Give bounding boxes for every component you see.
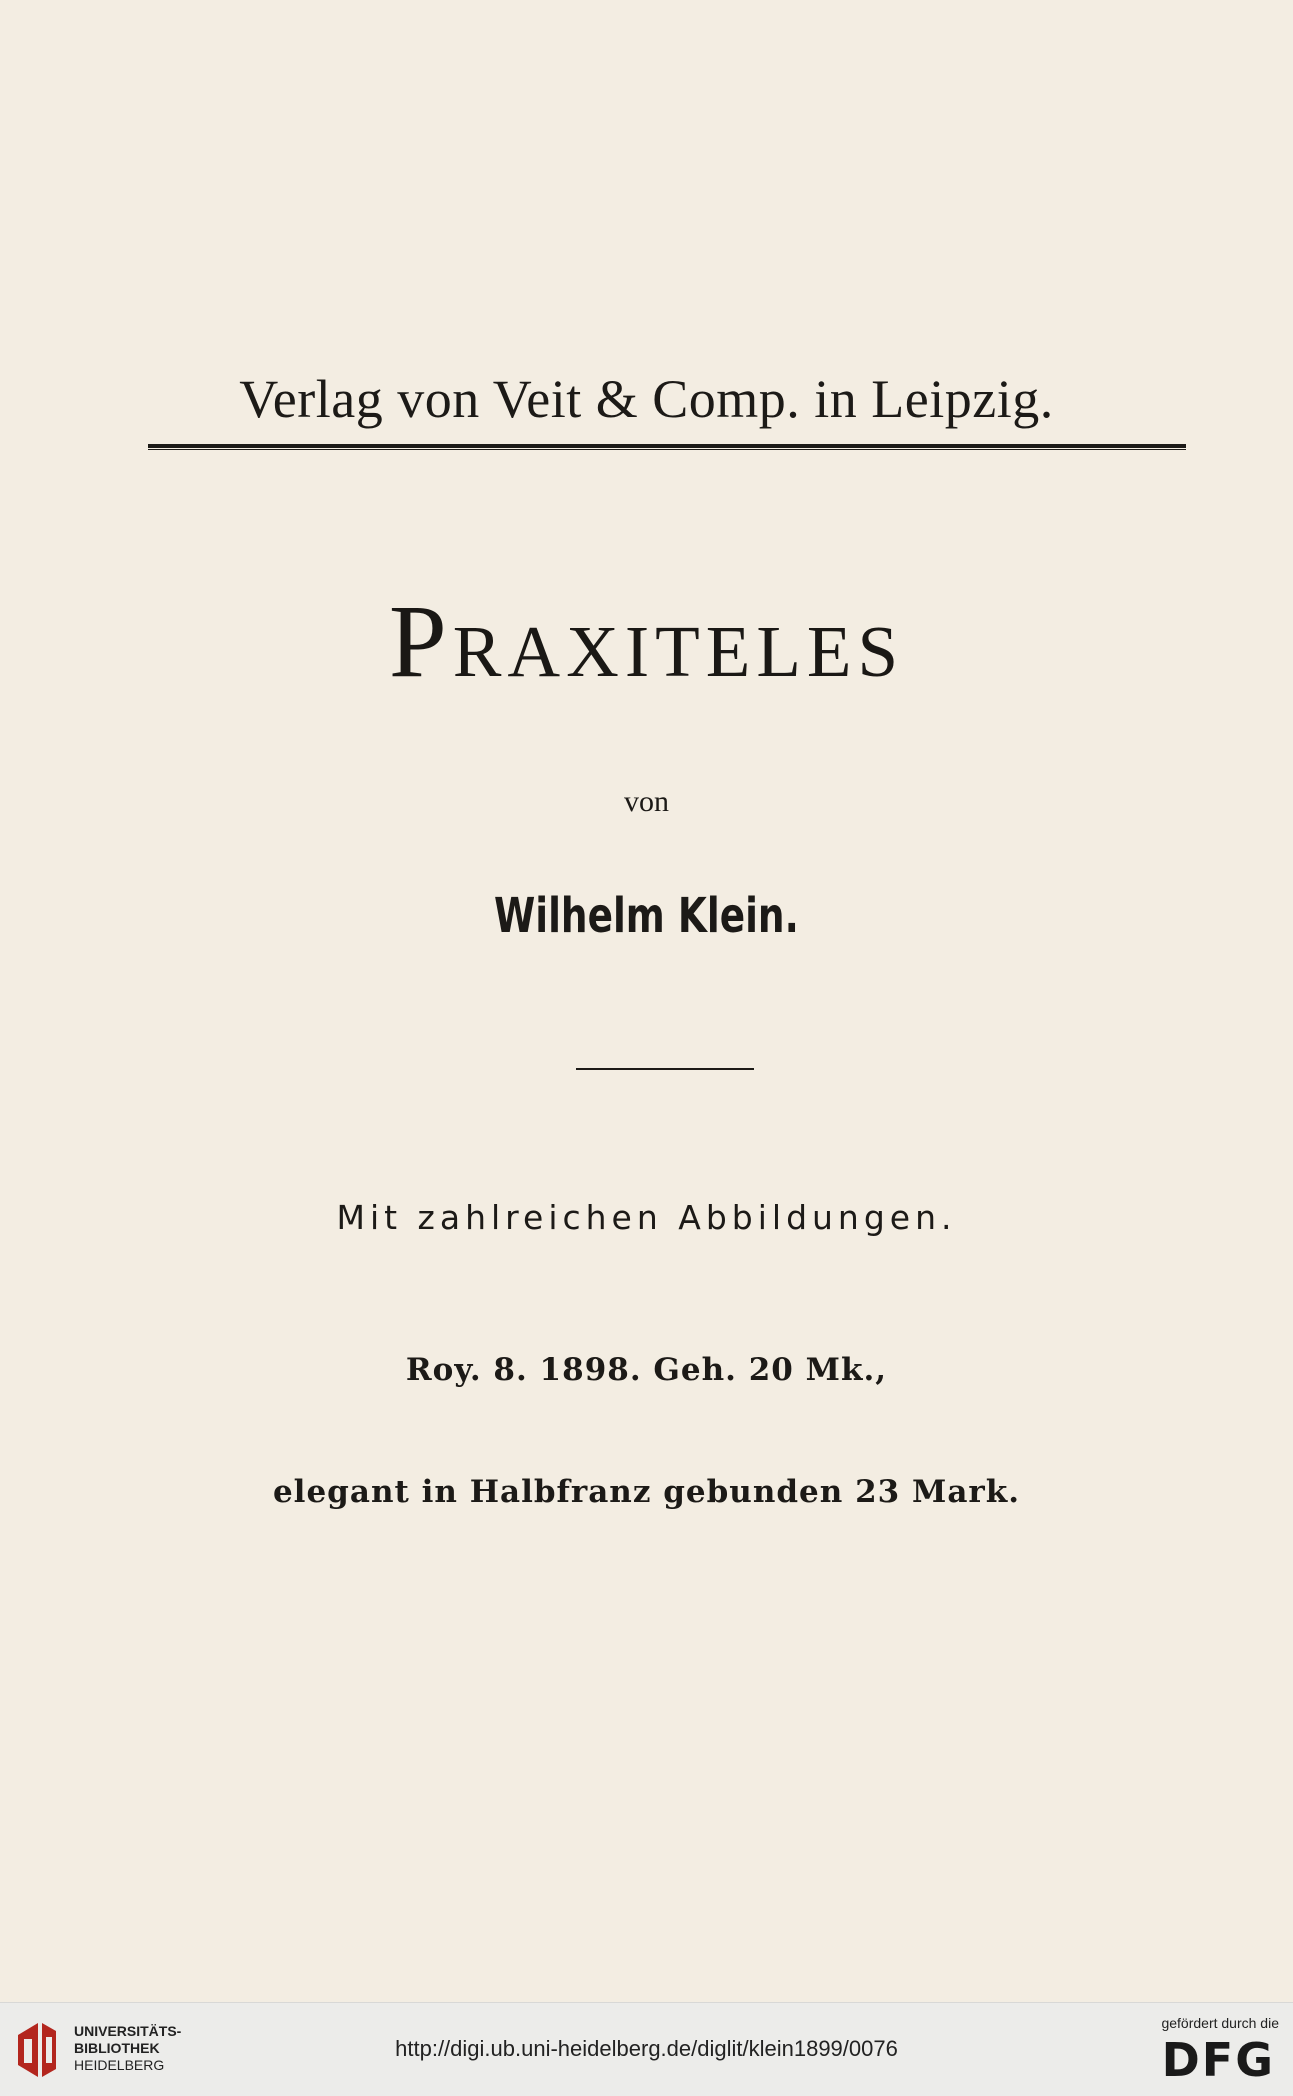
edition-price: Roy. 8. 1898. Geh. 20 Mk., — [405, 1352, 888, 1388]
viewer-footer — [0, 2002, 1293, 2096]
binding-price: elegant in Halbfranz gebunden 23 Mark. — [272, 1474, 1021, 1510]
book-title: Praxiteles — [388, 584, 905, 699]
permalink-url[interactable]: http://digi.ub.uni-heidelberg.de/diglit/klein1899/0076 — [395, 2036, 898, 2061]
library-name-line1: UNIVERSITÄTS- — [74, 2023, 182, 2039]
dfg-logo-icon[interactable]: DFG — [1161, 2033, 1275, 2087]
subtitle: Mit zahlreichen Abbildungen. — [336, 1198, 957, 1237]
library-name-line2: BIBLIOTHEK — [74, 2040, 160, 2056]
library-name-line3: HEIDELBERG — [74, 2057, 165, 2073]
publisher-line: Verlag von Veit & Comp. in Leipzig. — [239, 369, 1054, 429]
top-rule — [148, 444, 1186, 450]
short-rule — [576, 1068, 754, 1070]
author-name: Wilhelm Klein. — [493, 888, 799, 944]
funding-caption: gefördert durch die — [1161, 2015, 1279, 2031]
by-label: von — [624, 785, 669, 818]
